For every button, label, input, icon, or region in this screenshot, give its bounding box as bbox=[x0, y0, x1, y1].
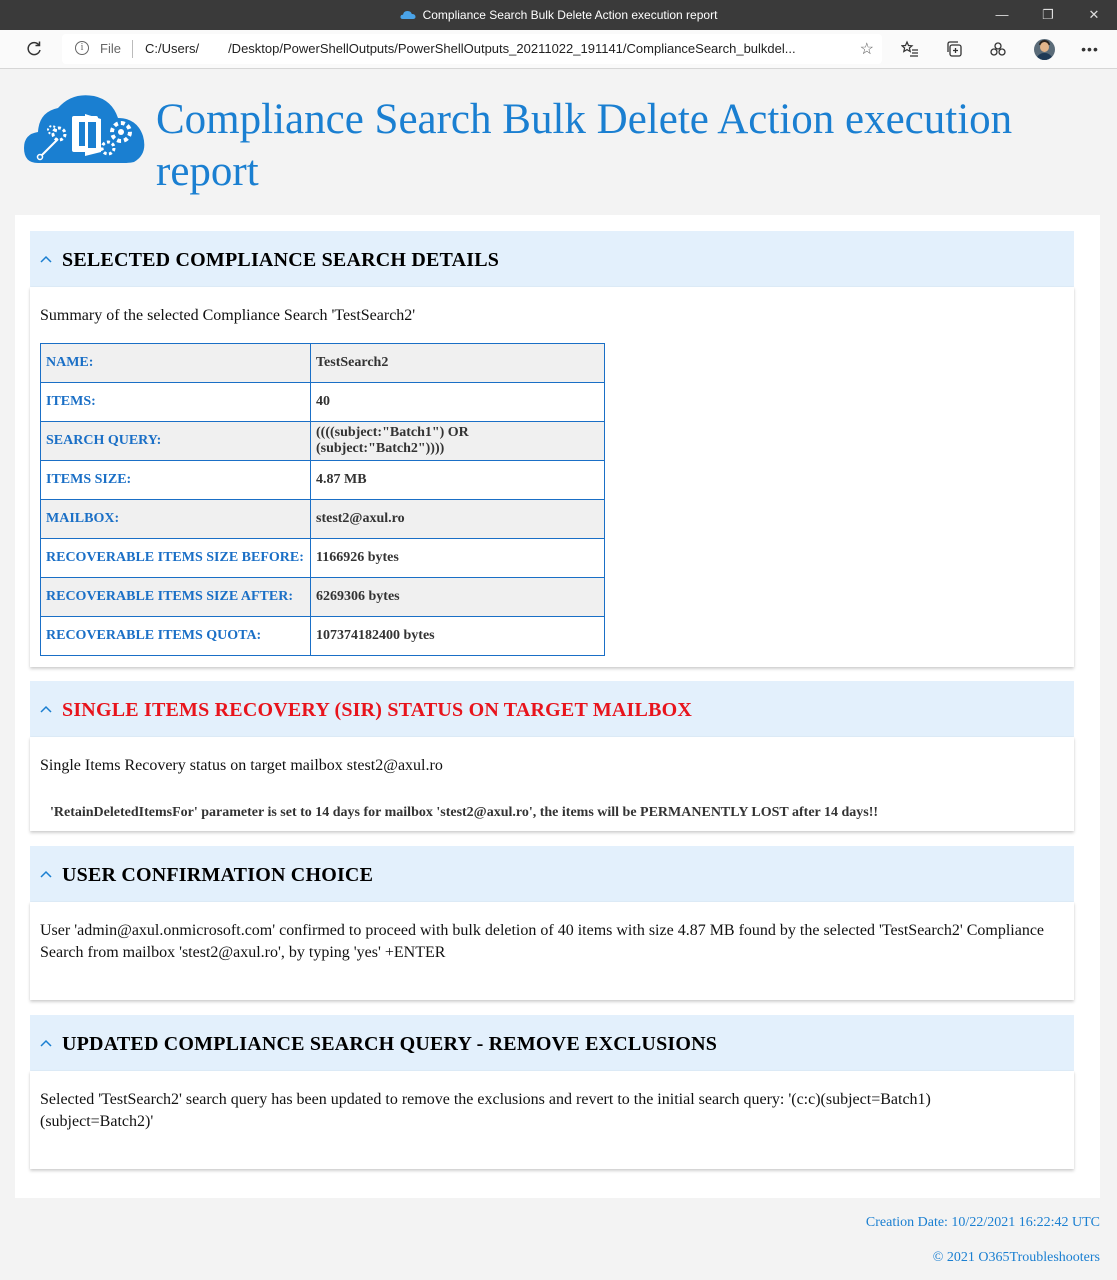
window-title: Compliance Search Bulk Delete Action execution report bbox=[422, 8, 718, 22]
section-header-details[interactable] bbox=[30, 231, 1074, 287]
row-key: NAME: bbox=[41, 344, 311, 383]
address-separator bbox=[132, 40, 133, 58]
collections-button[interactable] bbox=[940, 36, 968, 62]
close-window-button[interactable]: ✕ bbox=[1088, 7, 1100, 22]
copyright: © 2021 O365Troubleshooters bbox=[932, 1250, 1100, 1265]
refresh-button[interactable] bbox=[20, 36, 48, 62]
updated-query-text: Selected 'TestSearch2' search query has been updated to remove the exclusions and revert to the initial search query: '(c:c)(subject=Batch1)(subject=Batch2)' bbox=[40, 1091, 931, 1130]
row-key: RECOVERABLE ITEMS SIZE BEFORE: bbox=[41, 539, 311, 578]
section-heading: USER CONFIRMATION CHOICE bbox=[62, 864, 374, 886]
info-icon[interactable]: i bbox=[75, 41, 89, 55]
restore-button[interactable]: ❐ bbox=[1042, 7, 1054, 22]
table-row bbox=[41, 500, 605, 539]
details-table bbox=[40, 343, 605, 656]
browser-toolbar bbox=[0, 30, 1117, 69]
minimize-button[interactable]: — bbox=[995, 7, 1009, 22]
row-key: MAILBOX: bbox=[41, 500, 311, 539]
table-row bbox=[41, 539, 605, 578]
cloud-logo-icon bbox=[400, 10, 416, 20]
section-heading: UPDATED COMPLIANCE SEARCH QUERY - REMOVE EXCLUSIONS bbox=[62, 1033, 718, 1055]
table-row bbox=[41, 461, 605, 500]
extensions-icon bbox=[989, 40, 1007, 58]
row-value: 1166926 bytes bbox=[311, 539, 605, 578]
row-value: 4.87 MB bbox=[311, 461, 605, 500]
address-bar[interactable] bbox=[62, 34, 882, 64]
table-row bbox=[41, 617, 605, 656]
summary-text: Summary of the selected Compliance Search 'TestSearch2' bbox=[40, 307, 416, 324]
more-icon[interactable]: ••• bbox=[1081, 41, 1099, 57]
table-row bbox=[41, 422, 605, 461]
url-text[interactable]: C:/Users/ /Desktop/PowerShellOutputs/PowerShellOutputs_20211022_191141/ComplianceSearch_bulkdel... bbox=[145, 41, 796, 56]
section-header-confirmation[interactable] bbox=[30, 846, 1074, 902]
section-updated-query bbox=[30, 1015, 1074, 1169]
table-row bbox=[41, 383, 605, 422]
page-title: Compliance Search Bulk Delete Action execution report bbox=[156, 96, 1013, 195]
row-value: 107374182400 bytes bbox=[311, 617, 605, 656]
row-key: RECOVERABLE ITEMS QUOTA: bbox=[41, 617, 311, 656]
section-sir-status bbox=[30, 681, 1074, 831]
avatar[interactable] bbox=[1034, 39, 1055, 60]
sir-status-text: Single Items Recovery status on target mailbox stest2@axul.ro bbox=[40, 757, 443, 774]
row-value: 40 bbox=[311, 383, 605, 422]
file-label: File bbox=[100, 41, 121, 56]
collections-icon bbox=[945, 40, 963, 58]
table-row bbox=[41, 344, 605, 383]
chevron-up-icon[interactable] bbox=[40, 253, 52, 265]
row-value: stest2@axul.ro bbox=[311, 500, 605, 539]
row-key: SEARCH QUERY: bbox=[41, 422, 311, 461]
section-heading: SELECTED COMPLIANCE SEARCH DETAILS bbox=[62, 249, 500, 271]
row-key: ITEMS SIZE: bbox=[41, 461, 311, 500]
confirmation-text: User 'admin@axul.onmicrosoft.com' confirmed to proceed with bulk deletion of 40 items with size 4.87 MB found by the selected 'TestSearch2' Compliance Search from mailbox 'stest2@axul.ro', by typing 'yes' +ENTER bbox=[40, 922, 1045, 961]
row-value: ((((subject:"Batch1") OR (subject:"Batch2")))) bbox=[311, 422, 605, 461]
chevron-up-icon[interactable] bbox=[40, 1037, 52, 1049]
cloud-logo-icon bbox=[24, 92, 146, 164]
refresh-icon bbox=[25, 40, 43, 58]
favorites-icon bbox=[901, 40, 919, 58]
section-body-updated-query bbox=[30, 1071, 1074, 1169]
extensions-button[interactable] bbox=[984, 36, 1012, 62]
row-key: RECOVERABLE ITEMS SIZE AFTER: bbox=[41, 578, 311, 617]
favorite-add-icon[interactable]: ☆ bbox=[859, 41, 874, 58]
section-body-details bbox=[30, 287, 1074, 667]
section-heading: SINGLE ITEMS RECOVERY (SIR) STATUS ON TARGET MAILBOX bbox=[62, 699, 693, 721]
creation-date: Creation Date: 10/22/2021 16:22:42 UTC bbox=[865, 1215, 1100, 1230]
section-header-updated-query[interactable] bbox=[30, 1015, 1074, 1071]
chevron-up-icon[interactable] bbox=[40, 703, 52, 715]
table-row bbox=[41, 578, 605, 617]
section-header-sir[interactable] bbox=[30, 681, 1074, 737]
window-title-bar bbox=[0, 0, 1117, 30]
row-key: ITEMS: bbox=[41, 383, 311, 422]
section-user-confirmation bbox=[30, 846, 1074, 1000]
row-value: TestSearch2 bbox=[311, 344, 605, 383]
section-body-sir bbox=[30, 737, 1074, 831]
favorites-button[interactable] bbox=[896, 36, 924, 62]
row-value: 6269306 bytes bbox=[311, 578, 605, 617]
section-compliance-search-details bbox=[30, 231, 1074, 667]
section-body-confirmation bbox=[30, 902, 1074, 1000]
sir-warning-text: 'RetainDeletedItemsFor' parameter is set to 14 days for mailbox 'stest2@axul.ro', the items will be PERMANENTLY LOST after 14 days!! bbox=[50, 805, 879, 820]
chevron-up-icon[interactable] bbox=[40, 868, 52, 880]
